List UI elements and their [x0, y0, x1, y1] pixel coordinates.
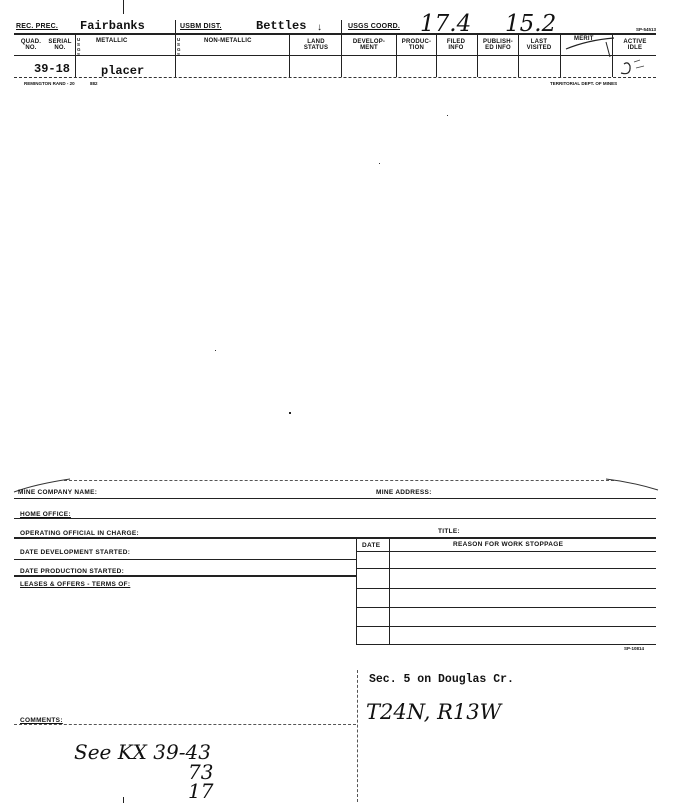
- col-divider: [175, 20, 176, 77]
- development-started-label: DATE DEVELOPMENT STARTED:: [20, 549, 131, 556]
- mine-company-name-label: MINE COMPANY NAME:: [18, 489, 98, 496]
- col-divider: [289, 33, 290, 77]
- usgs-coord-value-2: 15.2: [505, 11, 557, 37]
- footer-left-code: 882: [90, 81, 98, 86]
- comments-rule: [14, 724, 356, 725]
- row-rule: [356, 568, 656, 569]
- bottom-form-id: SP-10814: [624, 646, 645, 651]
- development-header: DEVELOP-MENT: [352, 39, 386, 51]
- row-rule: [14, 518, 656, 519]
- merit-pen-mark: [560, 32, 620, 58]
- row-rule: [14, 537, 656, 539]
- card-corner-curl-right: [604, 476, 660, 494]
- usgs-marker-1: USGS: [77, 37, 81, 57]
- footer-right: TERRITORIAL DEPT. OF MINES: [550, 81, 618, 86]
- row-rule: [356, 551, 656, 552]
- row-rule: [14, 498, 656, 499]
- row-rule: [356, 644, 656, 645]
- col-divider: [341, 20, 342, 77]
- col-divider: [75, 33, 76, 77]
- col-divider: [396, 33, 397, 77]
- stoppage-date-divider: [389, 537, 390, 645]
- production-started-label: DATE PRODUCTION STARTED:: [20, 568, 125, 575]
- usbm-dist-value: Bettles: [256, 19, 307, 33]
- home-office-label: HOME OFFICE:: [20, 511, 71, 518]
- serial-no-header: SERIAL NO.: [48, 39, 72, 51]
- active-idle-pen-mark: [616, 56, 652, 78]
- row-rule: [356, 607, 656, 608]
- speck: [379, 163, 380, 164]
- published-info-header: PUBLISH-ED INFO: [483, 39, 513, 51]
- leases-offers-label: LEASES & OFFERS - TERMS OF:: [20, 581, 131, 588]
- non-metallic-header: NON-METALLIC: [204, 38, 252, 44]
- row-rule: [14, 559, 356, 560]
- location-handwritten: T24N, R13W: [366, 700, 502, 724]
- speck: [215, 350, 216, 351]
- col-divider: [518, 33, 519, 77]
- operating-official-label: OPERATING OFFICIAL IN CHARGE:: [20, 530, 139, 537]
- active-idle-header: ACTIVE IDLE: [623, 39, 647, 51]
- speck: [289, 412, 291, 414]
- production-header: PRODUC-TION: [401, 39, 432, 51]
- card-edge-mark: [123, 797, 124, 803]
- card-edge-mark: [123, 0, 124, 14]
- comments-divider: [357, 670, 358, 802]
- date-col-header: DATE: [362, 542, 381, 549]
- land-status-header: LAND STATUS: [303, 39, 329, 51]
- speck: [447, 115, 448, 116]
- row-rule: [356, 588, 656, 589]
- location-typed: Sec. 5 on Douglas Cr.: [369, 673, 514, 686]
- reason-col-header: REASON FOR WORK STOPPAGE: [453, 541, 564, 548]
- card-top-dashed-edge: [64, 480, 614, 481]
- quad-no-header: QUAD. NO.: [20, 39, 42, 51]
- title-label: TITLE:: [438, 528, 461, 535]
- rec-prec-value: Fairbanks: [80, 19, 145, 33]
- comments-label: COMMENTS:: [20, 717, 63, 724]
- stoppage-table-left: [356, 537, 357, 645]
- col-divider: [436, 33, 437, 77]
- usgs-marker-2: USGS: [177, 37, 181, 57]
- comment-handwritten-3: 17: [188, 779, 214, 803]
- filed-info-header: FILED INFO: [446, 39, 466, 51]
- comment-handwritten-2: 73: [188, 760, 214, 784]
- last-visited-header: LAST VISITED: [526, 39, 552, 51]
- row-end-dashed-rule: [14, 77, 656, 78]
- serial-value: 39-18: [34, 62, 71, 76]
- col-divider: [477, 33, 478, 77]
- rec-prec-label: REC. PREC.: [16, 23, 59, 30]
- metallic-value: placer: [101, 64, 145, 78]
- usgs-coord-value-1: 17.4: [420, 11, 472, 37]
- top-form-id: SP-54513: [636, 27, 657, 32]
- merit-header: MERIT: [574, 36, 594, 42]
- metallic-header: METALLIC: [96, 38, 128, 44]
- footer-left: REMINGTON RAND - 20: [24, 81, 75, 86]
- mine-address-label: MINE ADDRESS:: [376, 489, 432, 496]
- dist-mark: ↓: [317, 22, 322, 33]
- row-rule: [14, 575, 356, 577]
- usbm-dist-label: USBM DIST.: [180, 23, 222, 30]
- comment-handwritten-1: See KX 39-43: [74, 740, 211, 764]
- usgs-coord-label: USGS COORD.: [348, 23, 400, 30]
- row-rule: [356, 626, 656, 627]
